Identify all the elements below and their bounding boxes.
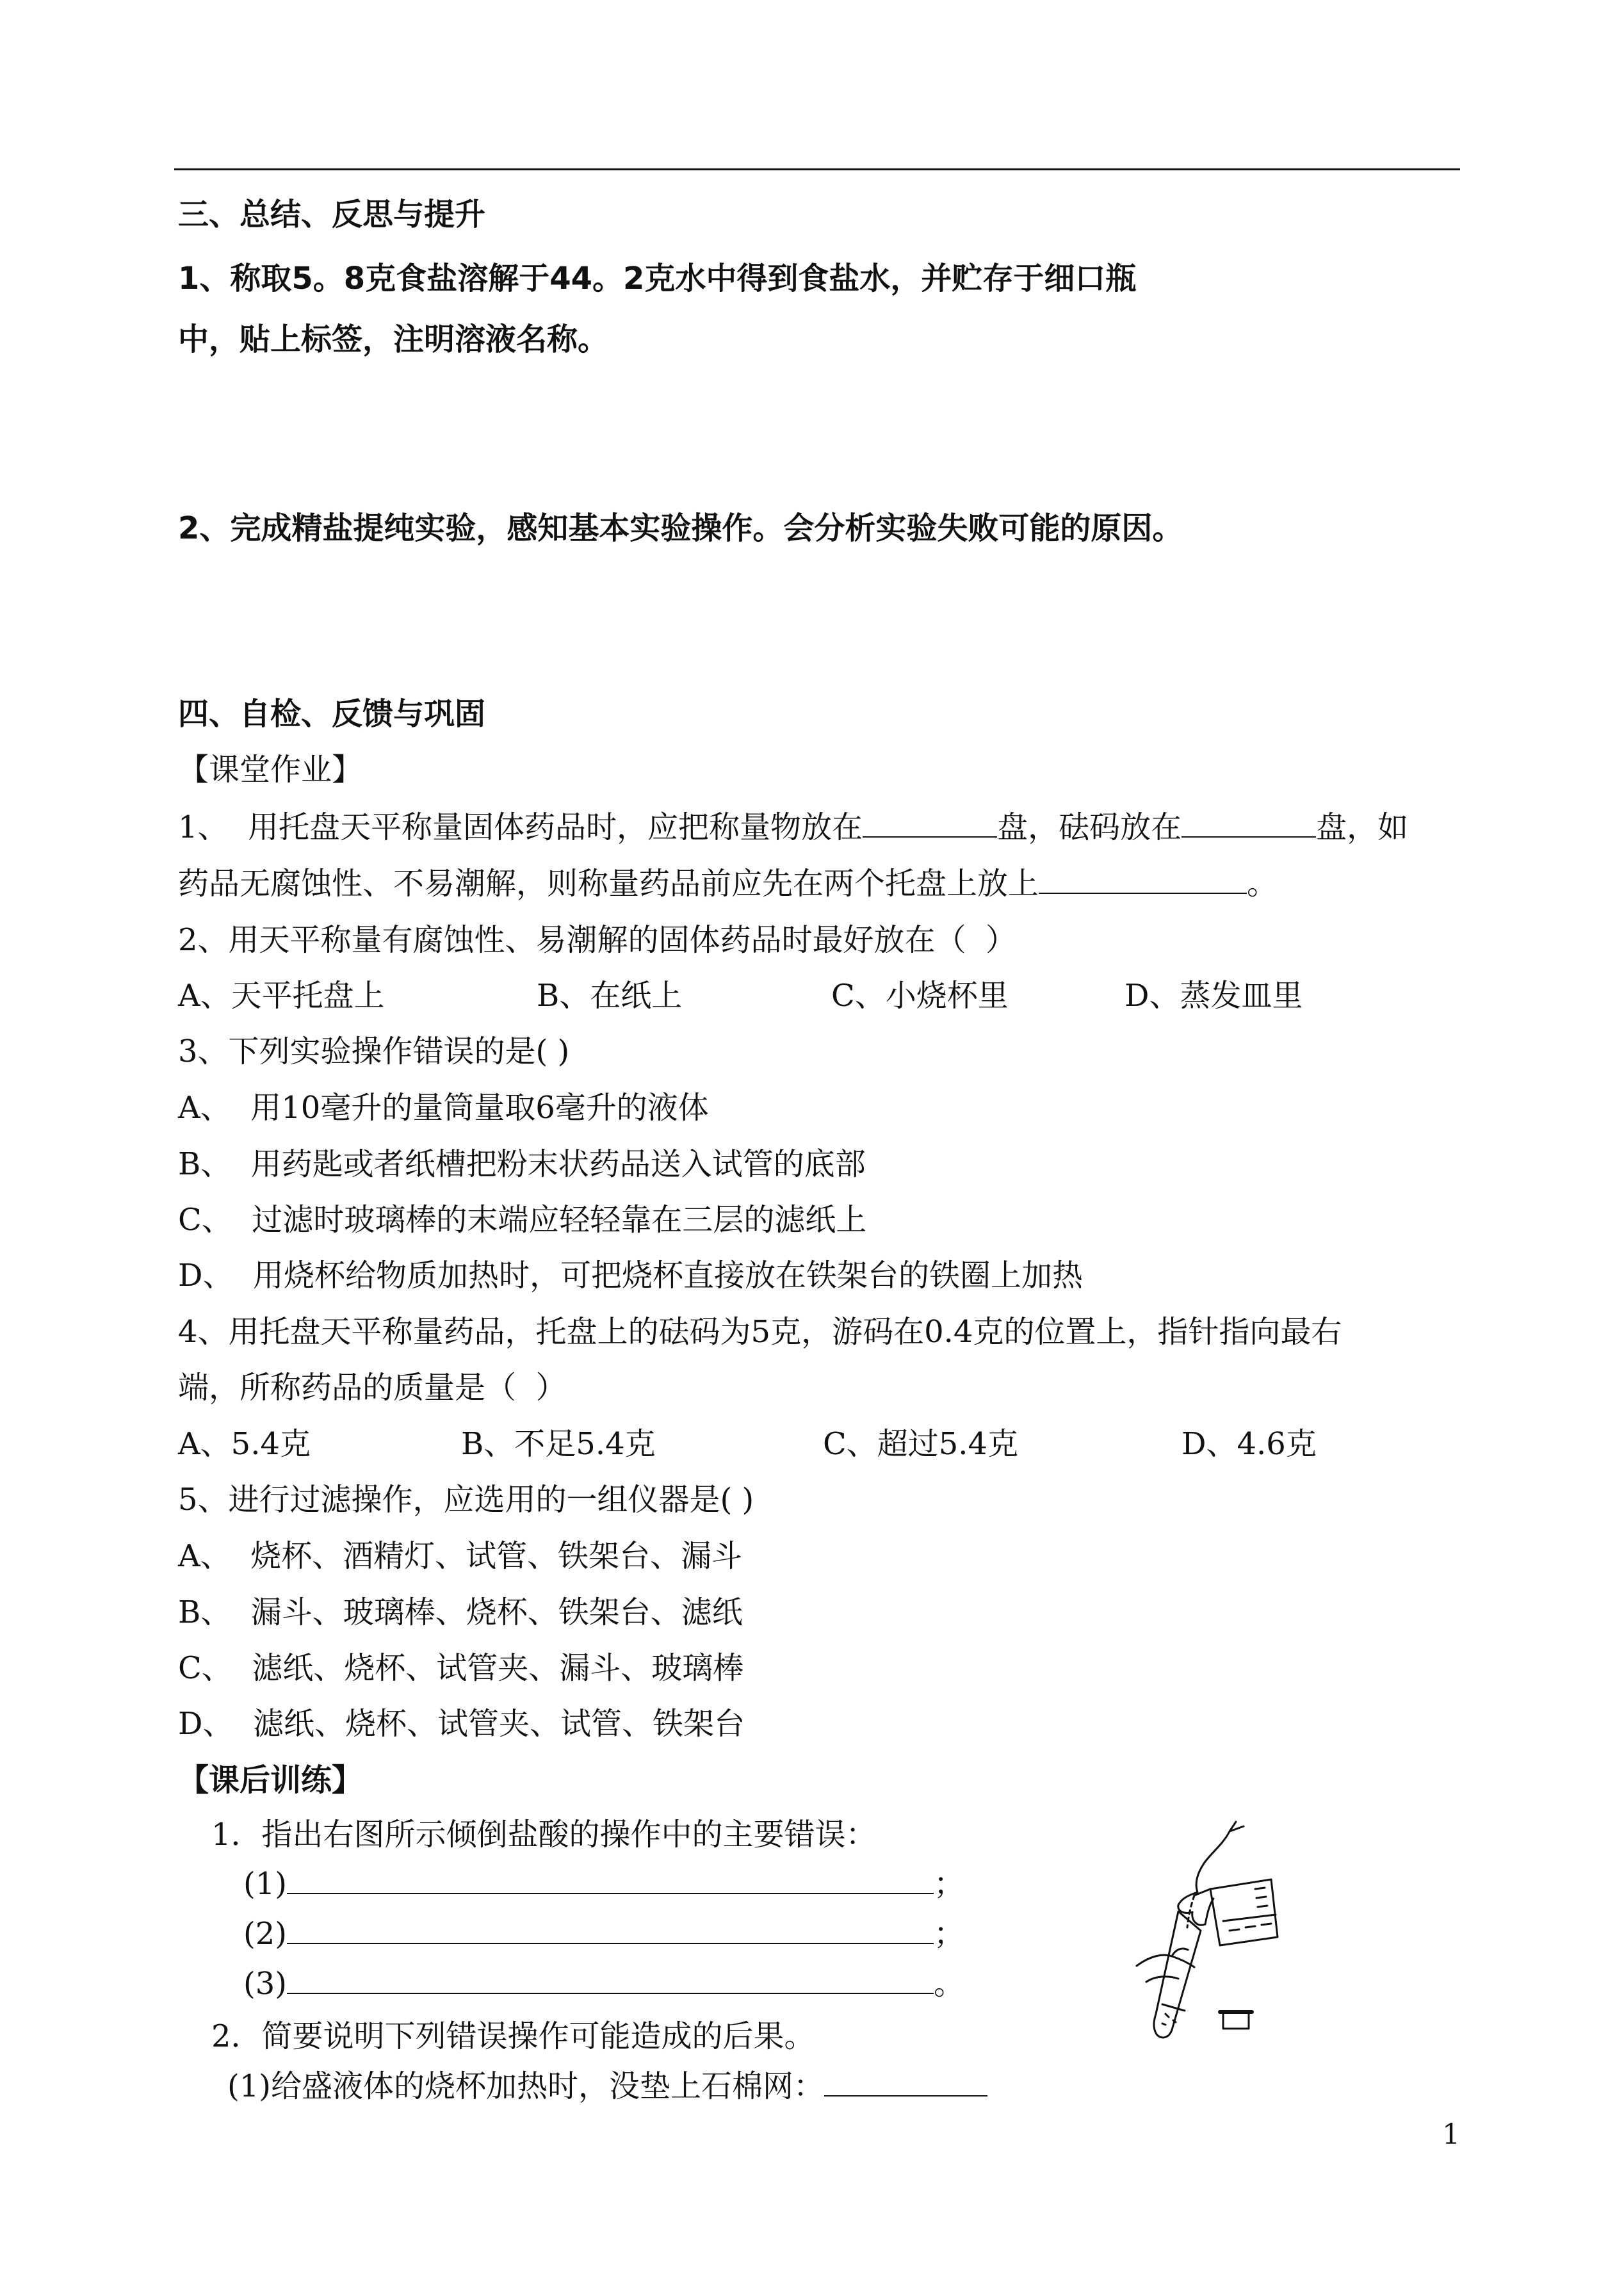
q4-stem-line2: 端，所称药品的质量是（ ） xyxy=(178,1370,567,1406)
q2-option-b: B、在纸上 xyxy=(537,978,683,1014)
header-rule xyxy=(174,168,1460,170)
homework-label: 【课后训练】 xyxy=(178,1762,363,1798)
q5-option-a: A、 烧杯、酒精灯、试管、铁架台、漏斗 xyxy=(178,1538,743,1574)
q1-text-line2a: 药品无腐蚀性、不易潮解，则称量药品前应先在两个托盘上放上 xyxy=(178,866,1039,902)
classwork-label: 【课堂作业】 xyxy=(178,752,363,788)
section3-item2: 2、完成精盐提纯实验，感知基本实验操作。会分析实验失败可能的原因。 xyxy=(178,510,1183,546)
q3-option-b: B、 用药匙或者纸槽把粉末状药品送入试管的底部 xyxy=(178,1146,866,1182)
q2-option-c: C、小烧杯里 xyxy=(831,978,1009,1014)
q5-option-c: C、 滤纸、烧杯、试管夹、漏斗、玻璃棒 xyxy=(178,1650,744,1686)
q4-stem-line1: 4、用托盘天平称量药品，托盘上的砝码为5克，游码在0.4克的位置上，指针指向最右 xyxy=(178,1314,1342,1350)
hw1-stem: 1．指出右图所示倾倒盐酸的操作中的主要错误： xyxy=(211,1817,877,1853)
q1-line1 xyxy=(178,808,1408,847)
hw1-num-1: (1) xyxy=(243,1866,287,1902)
hw1-end-2: ； xyxy=(934,1916,965,1952)
bottle-stopper-icon xyxy=(1223,2012,1249,2029)
test-tube-icon xyxy=(1154,1911,1201,2038)
pouring-liquid-illustration xyxy=(1133,1819,1281,2062)
hw2-item1-row xyxy=(227,2067,987,2105)
hw1-blank-2[interactable] xyxy=(287,1915,934,1944)
hw1-blank-row-3 xyxy=(243,1965,964,2003)
q2-stem: 2、用天平称量有腐蚀性、易潮解的固体药品时最好放在（ ） xyxy=(178,922,1017,958)
holding-hand-icon xyxy=(1137,1949,1194,1982)
q1-blank-3[interactable] xyxy=(1039,864,1247,894)
hw2-item1: (1)给盛液体的烧杯加热时，没垫上石棉网： xyxy=(227,2068,824,2104)
hw1-blank-1[interactable] xyxy=(287,1865,934,1894)
hw1-blank-3[interactable] xyxy=(287,1965,934,1994)
q4-option-c: C、超过5.4克 xyxy=(823,1426,1019,1462)
hw1-end-3: 。 xyxy=(934,1966,965,2002)
q1-text-c: 盘，如 xyxy=(1316,809,1409,845)
q3-option-d: D、 用烧杯给物质加热时，可把烧杯直接放在铁架台的铁圈上加热 xyxy=(178,1258,1084,1293)
section3-heading: 三、总结、反思与提升 xyxy=(178,197,486,232)
hw2-stem: 2．简要说明下列错误操作可能造成的后果。 xyxy=(211,2018,815,2054)
q4-option-a: A、5.4克 xyxy=(178,1426,311,1462)
hw1-end-1: ； xyxy=(934,1866,965,1902)
q2-option-d: D、蒸发皿里 xyxy=(1125,978,1303,1014)
q5-option-b: B、 漏斗、玻璃棒、烧杯、铁架台、滤纸 xyxy=(178,1594,743,1630)
hw1-num-2: (2) xyxy=(243,1916,287,1952)
section4-heading: 四、自检、反馈与巩固 xyxy=(178,696,486,732)
q3-option-c: C、 过滤时玻璃棒的末端应轻轻靠在三层的滤纸上 xyxy=(178,1202,867,1238)
q1-text-b: 盘，砝码放在 xyxy=(997,809,1182,845)
hw2-blank-1[interactable] xyxy=(824,2067,987,2096)
q3-stem: 3、下列实验操作错误的是( ) xyxy=(178,1034,570,1069)
section3-item1-line2: 中，贴上标签，注明溶液名称。 xyxy=(178,321,609,357)
section3-item1-line1: 1、称取5。8克食盐溶解于44。2克水中得到食盐水，并贮存于细口瓶 xyxy=(178,261,1137,296)
q1-line2 xyxy=(178,864,1278,903)
q1-blank-2[interactable] xyxy=(1181,808,1316,838)
q2-option-a: A、天平托盘上 xyxy=(178,978,385,1014)
q5-stem: 5、进行过滤操作，应选用的一组仪器是( ) xyxy=(178,1482,754,1518)
pouring-hand-icon xyxy=(1178,1822,1244,1925)
hw1-blank-row-1 xyxy=(243,1865,964,1903)
q1-blank-1[interactable] xyxy=(863,808,997,838)
q1-text-line2b: 。 xyxy=(1247,866,1278,902)
q4-option-b: B、不足5.4克 xyxy=(461,1426,656,1462)
q1-text-a: 1、 用托盘天平称量固体药品时，应把称量物放在 xyxy=(178,809,863,845)
q4-option-d: D、4.6克 xyxy=(1181,1426,1317,1462)
hw1-blank-row-2 xyxy=(243,1915,964,1953)
hw1-num-3: (3) xyxy=(243,1966,287,2002)
page-number: 1 xyxy=(1442,2118,1460,2151)
beaker-icon xyxy=(1194,1879,1278,1945)
q5-option-d: D、 滤纸、烧杯、试管夹、试管、铁架台 xyxy=(178,1706,745,1742)
q3-option-a: A、 用10毫升的量筒量取6毫升的液体 xyxy=(178,1090,709,1126)
